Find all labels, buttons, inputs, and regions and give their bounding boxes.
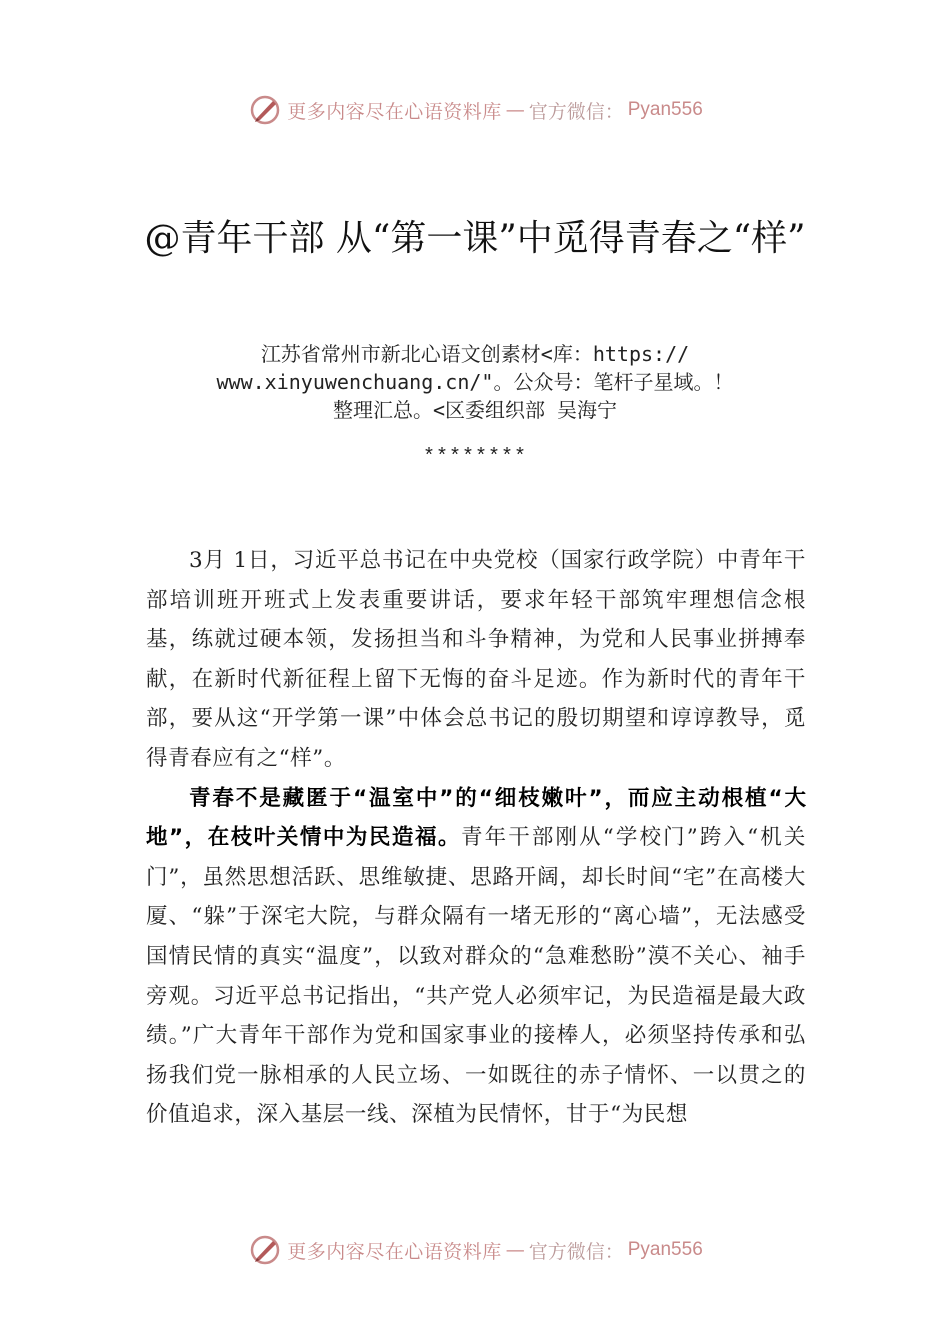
watermark-id: Pyan556 xyxy=(627,99,703,120)
meta-line: 江苏省常州市新北心语文创素材<库：https:// xyxy=(260,342,690,366)
watermark-header xyxy=(0,92,950,132)
watermark-dash: — xyxy=(505,1239,525,1261)
article-body xyxy=(146,541,806,1135)
source-meta xyxy=(140,340,810,424)
paragraph-lead-bold: 青春不是藏匿于“温室中”的“细枝嫩叶”，而应主动根植“大地”，在枝叶关情中为民造福。 xyxy=(146,785,806,851)
paragraph-text: 青年干部刚从“学校门”跨入“机关门”，虽然思想活跃、思维敏捷、思路开阔，却长时间“宅”在高楼大厦、“躲”于深宅大院，与群众隔有一堵无形的“离心墙”，无法感受国情民情的真实“温度”，以致对群众的“急难愁盼”漠不关心、袖手旁观。习近平总书记指出，“共产党人必须牢记，为民造福是最大政绩。”广大青年干部作为党和国家事业的接棒人，必须坚持传承和弘扬我们党一脉相承的人民立场、一如既往的赤子情怀、一以贯之的价值追求，深入基层一线、深植为民情怀，甘于“为民想 xyxy=(146,825,806,1128)
section-separator: ******** xyxy=(422,446,527,469)
watermark-footer xyxy=(0,1232,950,1272)
watermark-id: Pyan556 xyxy=(627,1239,703,1260)
meta-line: 整理汇总。<区委组织部 吴海宁 xyxy=(332,398,618,422)
meta-line: www.xinyuwenchuang.cn/"。公众号：笔杆子星域。！ xyxy=(216,370,734,394)
document-title: @青年干部 从“第一课”中觅得青春之“样” xyxy=(144,218,806,259)
watermark-dash: — xyxy=(505,99,525,121)
watermark-sub-text: 官方微信： xyxy=(528,100,624,123)
watermark-sub-text: 官方微信： xyxy=(528,1240,624,1263)
pen-logo-icon xyxy=(247,1232,283,1268)
paragraph: 3月 1日，习近平总书记在中央党校（国家行政学院）中青年干部培训班开班式上发表重要讲话，要求年轻干部筑牢理想信念根基，练就过硬本领，发扬担当和斗争精神，为党和人民事业拼搏奉献，在新时代新征程上留下无悔的奋斗足迹。作为新时代的青年干部，要从这“开学第一课”中体会总书记的殷切期望和谆谆教导，觅得青春应有之“样”。 xyxy=(146,548,806,771)
pen-logo-icon xyxy=(247,92,283,128)
watermark-main-text: 更多内容尽在心语资料库 xyxy=(287,1240,502,1263)
watermark-main-text: 更多内容尽在心语资料库 xyxy=(287,100,502,123)
paragraph xyxy=(146,779,806,1135)
